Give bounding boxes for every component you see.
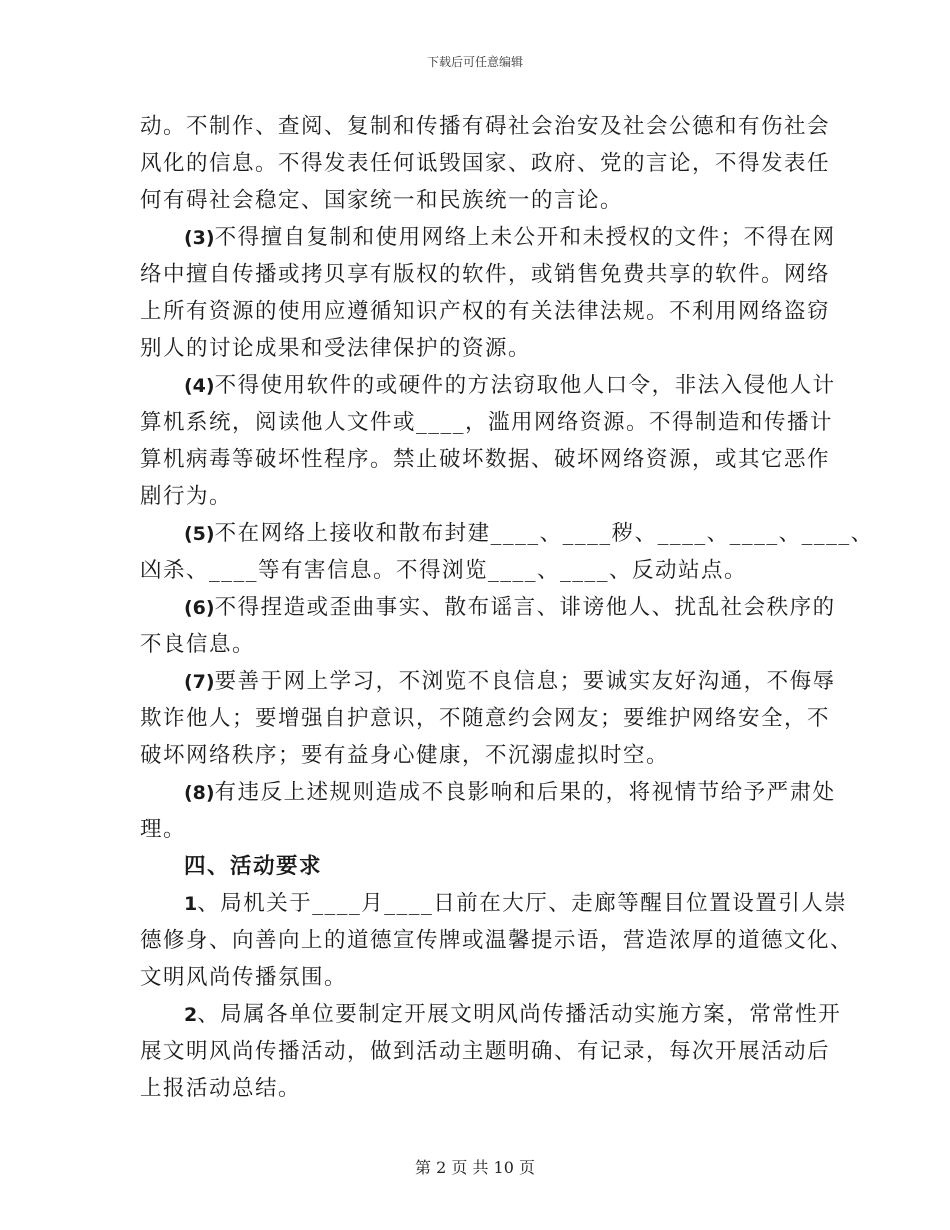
document-body	[140, 108, 874, 1107]
text-line	[140, 774, 836, 811]
item-number: 1	[184, 893, 198, 915]
text-line	[140, 1033, 831, 1070]
text-line	[140, 145, 831, 182]
line-text: 要善于网上学习，不浏览不良信息；要诚实友好沟通，不侮辱	[214, 669, 836, 694]
text-line	[140, 626, 812, 663]
text-line	[140, 959, 812, 996]
item-number: (5)	[184, 523, 215, 545]
item-number: (3)	[184, 227, 215, 249]
text-line	[140, 1070, 812, 1107]
line-text: 破坏网络秩序；要有益身心健康，不沉溺虚拟时空。	[140, 743, 670, 768]
line-text: 、局机关于____月____日前在大厅、走廊等醒目位置设置引人崇	[197, 891, 848, 916]
line-text: 算机病毒等破坏性程序。禁止破坏数据、破坏网络资源，或其它恶作	[140, 447, 831, 472]
item-number: (7)	[184, 671, 215, 693]
text-line	[140, 108, 831, 145]
text-line	[140, 441, 831, 478]
line-text: 、局属各单位要制定开展文明风尚传播活动实施方案，常常性开	[197, 1002, 842, 1027]
text-line	[140, 552, 812, 589]
line-text: 欺诈他人；要增强自护意识，不随意约会网友；要维护网络安全，不	[140, 706, 831, 731]
text-line	[140, 330, 812, 367]
line-text: 文明风尚传播氛围。	[140, 965, 348, 990]
text-line	[140, 737, 812, 774]
line-text: 上报活动总结。	[140, 1076, 302, 1101]
text-line	[140, 885, 848, 922]
line-text: 不良信息。	[140, 632, 256, 657]
text-line	[140, 996, 842, 1033]
text-line	[140, 663, 836, 700]
item-number: (4)	[184, 375, 215, 397]
line-text: 有违反上述规则造成不良影响和后果的，将视情节给予严肃处	[214, 780, 836, 805]
line-text: 络中擅自传播或拷贝享有版权的软件，或销售免费共享的软件。网络	[140, 262, 831, 287]
line-text: 凶杀、____等有害信息。不得浏览____、____、反动站点。	[140, 558, 748, 583]
line-text: 剧行为。	[140, 484, 233, 509]
page-footer: 第 2 页 共 10 页	[415, 1158, 535, 1177]
text-line	[140, 811, 812, 848]
text-line	[140, 182, 812, 219]
line-text: 风化的信息。不得发表任何诋毁国家、政府、党的言论，不得发表任	[140, 151, 831, 176]
item-number: 2	[184, 1004, 198, 1026]
line-text: 不在网络上接收和散布封建____、____秽、____、____、____、	[214, 521, 874, 546]
text-line	[140, 478, 812, 515]
text-line	[140, 515, 874, 552]
line-text: 何有碍社会稳定、国家统一和民族统一的言论。	[140, 188, 624, 213]
item-number: (6)	[184, 597, 215, 619]
line-text: 德修身、向善向上的道德宣传牌或温馨提示语，营造浓厚的道德文化、	[140, 928, 854, 953]
line-text: 算机系统，阅读他人文件或____，滥用网络资源。不得制造和传播计	[140, 410, 834, 435]
section-heading	[140, 848, 812, 885]
line-text: 不得擅自复制和使用网络上未公开和未授权的文件；不得在网	[214, 225, 836, 250]
line-text: 别人的讨论成果和受法律保护的资源。	[140, 336, 532, 361]
line-text: 不得使用软件的或硬件的方法窃取他人口令，非法入侵他人计	[214, 373, 836, 398]
line-text: 理。	[140, 817, 187, 842]
text-line	[140, 367, 836, 404]
text-line	[140, 404, 834, 441]
text-line	[140, 293, 831, 330]
page-header: 下载后可任意编辑	[426, 55, 523, 69]
text-line	[140, 256, 831, 293]
item-number: (8)	[184, 782, 215, 804]
line-text: 动。不制作、查阅、复制和传播有碍社会治安及社会公德和有伤社会	[140, 114, 831, 139]
text-line	[140, 700, 831, 737]
line-text: 四、活动要求	[184, 854, 323, 879]
line-text: 上所有资源的使用应遵循知识产权的有关法律法规。不利用网络盗窃	[140, 299, 831, 324]
text-line	[140, 589, 836, 626]
text-line	[140, 219, 836, 256]
line-text: 展文明风尚传播活动，做到活动主题明确、有记录，每次开展活动后	[140, 1039, 831, 1064]
text-line	[140, 922, 854, 959]
line-text: 不得捏造或歪曲事实、散布谣言、诽谤他人、扰乱社会秩序的	[214, 595, 836, 620]
